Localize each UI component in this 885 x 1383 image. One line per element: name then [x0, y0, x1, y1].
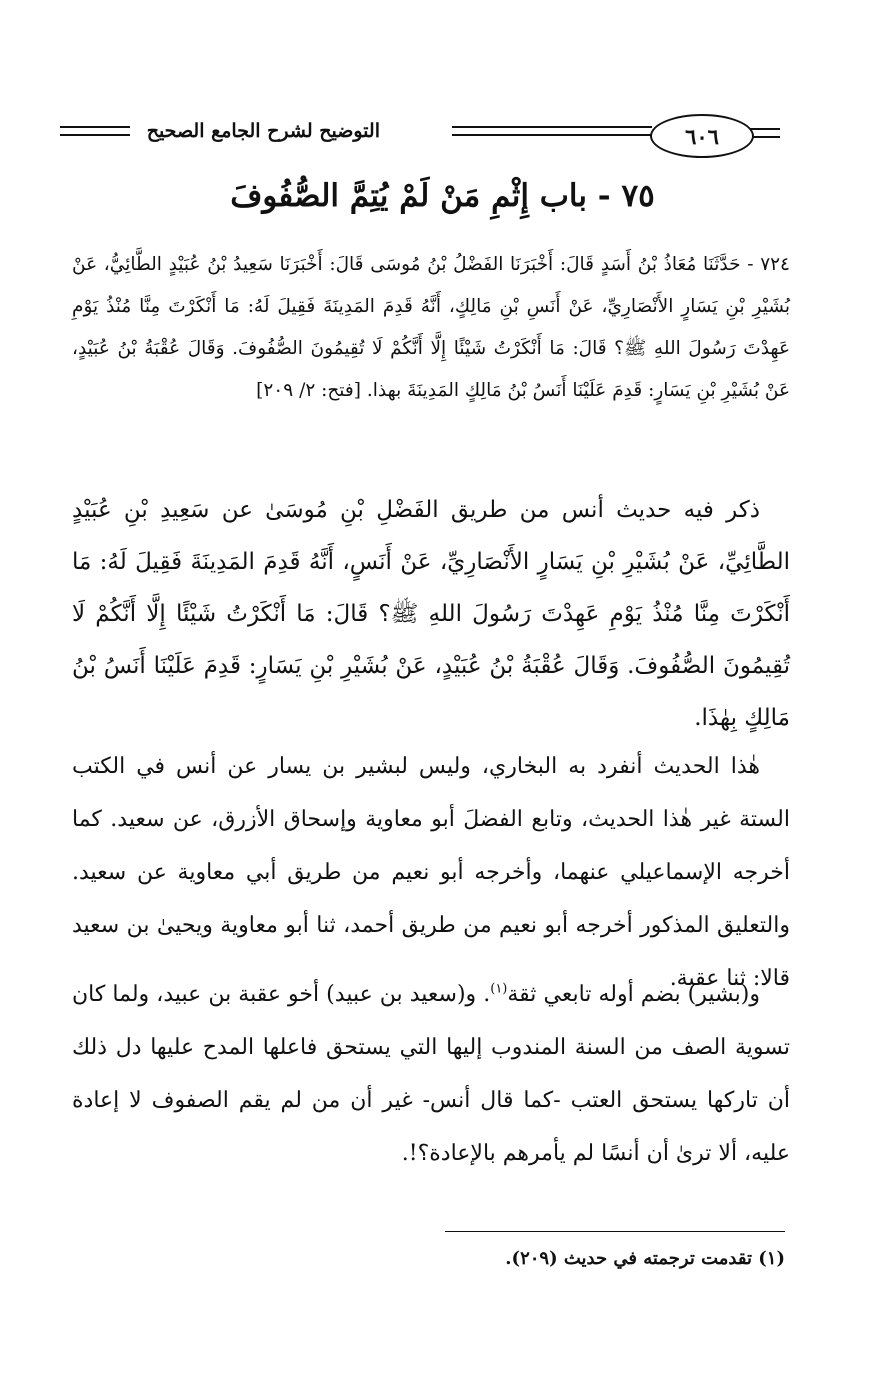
- commentary-text-part: و(بشير) بضم أوله تابعي ثقة: [507, 982, 760, 1007]
- footnote-text: تقدمت ترجمته في حديث (٢٠٩).: [505, 1248, 752, 1269]
- commentary-paragraph-2: [72, 740, 790, 1005]
- commentary-text: [72, 968, 790, 1180]
- footnote-marker: (١): [758, 1248, 785, 1269]
- commentary-paragraph-1: [72, 484, 790, 744]
- commentary-text-part: . و(سعيد بن عبيد) أخو عقبة بن عبيد، ولما كان تسوية الصف من السنة المندوب إليها التي يستحق فاعلها المدح عليها دل ذلك أن تاركها يستحق العتب -كما قال أنس- غير أن من لم يقم الصفوف لا إعادة عليه، ألا ترىٰ أن أنسًا لم يأمرهم بالإعادة؟!.: [72, 982, 790, 1166]
- header-rule-left: [60, 126, 130, 128]
- commentary-text: هٰذا الحديث أنفرد به البخاري، وليس لبشير بن يسار عن أنس في الكتب الستة غير هٰذا الحديث، وتابع الفضلَ أبو معاوية وإسحاق الأزرق، عن سعيد. كما أخرجه الإسماعيلي عنهما، وأخرجه أبو نعيم من طريق أبي معاوية عن سعيد. والتعليق المذكور أخرجه أبو نعيم من طريق أحمد، ثنا أبو معاوية ويحيىٰ بن سعيد قالا: ثنا عقبة.: [72, 754, 790, 991]
- footnote-reference[interactable]: (١): [490, 981, 508, 997]
- hadith-text: [72, 244, 790, 412]
- header-rule-right: [750, 128, 780, 130]
- commentary-text: ذكر فيه حديث أنس من طريق الفَضْلِ بْنِ مُوسَىٰ عن سَعِيدِ بْنِ عُبَيْدٍ الطَّائِيِّ، عَنْ بُشَيْرِ بْنِ يَسَارٍ الأَنْصَارِيِّ، عَنْ أَنَسٍ، أَنَّهُ قَدِمَ المَدِينَةَ فَقِيلَ لَهُ: مَا أَنْكَرْتَ مِنَّا مُنْذُ يَوْمِ عَهِدْتَ رَسُولَ اللهِ ﷺ؟ قَالَ: مَا أَنْكَرْتُ شَيْئًا إِلَّا أَنَّكُمْ لَا تُقِيمُونَ الصُّفُوفَ. وَقَالَ عُقْبَةُ بْنُ عُبَيْدٍ، عَنْ بُشَيْرِ بْنِ يَسَارٍ: قَدِمَ عَلَيْنَا أَنَسُ بْنُ مَالِكٍ بِهٰذَا.: [72, 497, 790, 731]
- commentary-paragraph-3: [72, 968, 790, 1180]
- header-rule-left: [60, 134, 130, 136]
- running-title: التوضيح لشرح الجامع الصحيح: [146, 120, 380, 142]
- footnote-divider: [445, 1231, 785, 1232]
- hadith-block: [72, 244, 790, 412]
- header-rule-right: [750, 136, 780, 138]
- footnote: [185, 1248, 785, 1269]
- header-rule-middle: [452, 134, 652, 136]
- header-rule-middle: [452, 126, 652, 128]
- hadith-reference: [فتح: ٢/ ٢٠٩]: [256, 380, 361, 401]
- page-number: ٦٠٦: [650, 114, 754, 158]
- chapter-title: ٧٥ - باب إِثْمِ مَنْ لَمْ يُتِمَّ الصُّفُوفَ: [230, 178, 655, 214]
- hadith-matn: ٧٢٤ - حَدَّثَنَا مُعَاذُ بْنُ أَسَدٍ قَالَ: أَخْبَرَنَا الفَضْلُ بْنُ مُوسَى قَالَ: أَخْبَرَنَا سَعِيدُ بْنُ عُبَيْدٍ الطَّائِيُّ، عَنْ بُشَيْرِ بْنِ يَسَارٍ الأَنْصَارِيِّ، عَنْ أَنَسِ بْنِ مَالِكٍ، أَنَّهُ قَدِمَ المَدِينَةَ فَقِيلَ لَهُ: مَا أَنْكَرْتَ مِنَّا مُنْذُ يَوْمِ عَهِدْتَ رَسُولَ اللهِ ﷺ؟ قَالَ: مَا أَنْكَرْتُ شَيْئًا إِلَّا أَنَّكُمْ لَا تُقِيمُونَ الصُّفُوفَ. وَقَالَ عُقْبَةُ بْنُ عُبَيْدٍ، عَنْ بُشَيْرِ بْنِ يَسَارٍ: قَدِمَ عَلَيْنَا أَنَسُ بْنُ مَالِكٍ المَدِينَةَ بهذا.: [72, 254, 790, 401]
- page-header: [60, 112, 780, 158]
